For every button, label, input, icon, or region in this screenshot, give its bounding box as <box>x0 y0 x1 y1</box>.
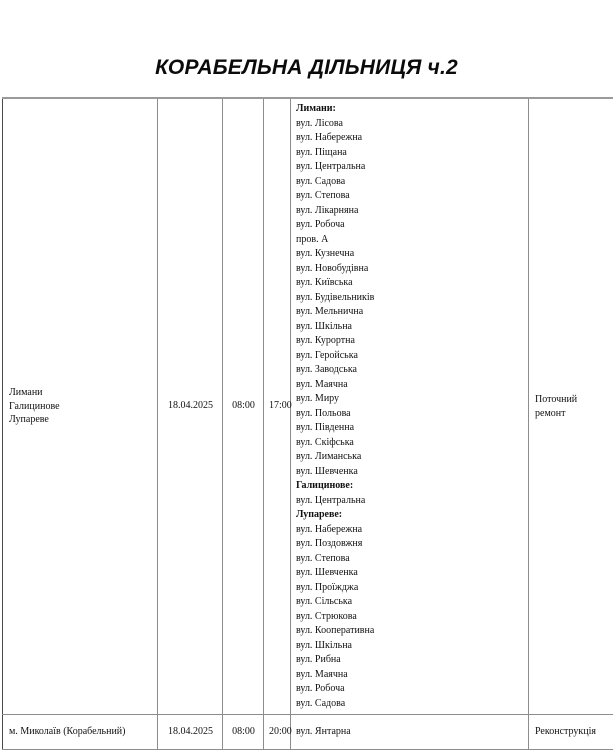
list-item: вул. Лісова <box>296 117 524 132</box>
streets-cell <box>291 715 529 750</box>
list-item: вул. Кузнечна <box>296 247 524 262</box>
list-item: вул. Лиманська <box>296 450 524 465</box>
reason-cell <box>529 715 613 750</box>
outage-table-body <box>3 98 613 750</box>
streets-cell <box>291 98 529 715</box>
locality-line: Лимани <box>9 386 153 400</box>
date-cell <box>158 715 223 750</box>
street-list <box>296 725 524 740</box>
from-cell <box>223 98 264 715</box>
street-list <box>296 102 524 711</box>
list-item: вул. Новобудівна <box>296 262 524 277</box>
list-item: вул. Лікарняна <box>296 204 524 219</box>
list-item: вул. Проїжджа <box>296 581 524 596</box>
list-item: вул. Курортна <box>296 334 524 349</box>
list-item: вул. Центральна <box>296 160 524 175</box>
street-group-heading: Галицинове: <box>296 479 524 494</box>
street-group-heading: Лимани: <box>296 102 524 117</box>
list-item: вул. Будівельників <box>296 291 524 306</box>
list-item: вул. Робоча <box>296 682 524 697</box>
list-item: вул. Сільська <box>296 595 524 610</box>
list-item: вул. Шкільна <box>296 639 524 654</box>
date-cell <box>158 98 223 715</box>
locality-line: Галицинове <box>9 400 153 414</box>
reason-line: Реконструкція <box>535 725 609 739</box>
list-item: вул. Рибна <box>296 653 524 668</box>
list-item: вул. Садова <box>296 175 524 190</box>
time-from-value: 08:00 <box>223 397 263 415</box>
list-item: вул. Робоча <box>296 218 524 233</box>
list-item: вул. Стрюкова <box>296 610 524 625</box>
list-item: вул. Піщана <box>296 146 524 161</box>
table-row <box>3 98 613 715</box>
list-item: вул. Набережна <box>296 523 524 538</box>
list-item: вул. Степова <box>296 552 524 567</box>
list-item: вул. Мельнична <box>296 305 524 320</box>
list-item: вул. Маячна <box>296 378 524 393</box>
list-item: вул. Миру <box>296 392 524 407</box>
list-item: вул. Набережна <box>296 131 524 146</box>
list-item: вул. Степова <box>296 189 524 204</box>
locality-cell <box>3 715 158 750</box>
list-item: вул. Центральна <box>296 494 524 509</box>
list-item: вул. Шевченка <box>296 566 524 581</box>
list-item: вул. Шкільна <box>296 320 524 335</box>
list-item: вул. Заводська <box>296 363 524 378</box>
time-to-value: 17:00 <box>264 397 290 415</box>
time-from-value: 08:00 <box>223 723 263 741</box>
list-item: вул. Кооперативна <box>296 624 524 639</box>
time-to-value: 20:00 <box>264 723 290 741</box>
page-title: КОРАБЕЛЬНА ДІЛЬНИЦЯ ч.2 <box>0 56 613 80</box>
to-cell <box>264 715 291 750</box>
street-group-heading: Лупареве: <box>296 508 524 523</box>
list-item: вул. Шевченка <box>296 465 524 480</box>
reason-cell <box>529 98 613 715</box>
locality-line: Лупареве <box>9 413 153 427</box>
to-cell <box>264 98 291 715</box>
locality-cell <box>3 98 158 715</box>
outage-schedule-table <box>2 97 613 750</box>
list-item: вул. Поздовжня <box>296 537 524 552</box>
list-item: вул. Янтарна <box>296 725 524 740</box>
list-item: вул. Польова <box>296 407 524 422</box>
list-item: вул. Скіфська <box>296 436 524 451</box>
list-item: вул. Маячна <box>296 668 524 683</box>
date-value: 18.04.2025 <box>158 723 222 741</box>
reason-line: ремонт <box>535 407 609 421</box>
from-cell <box>223 715 264 750</box>
list-item: вул. Садова <box>296 697 524 712</box>
list-item: вул. Південна <box>296 421 524 436</box>
table-row <box>3 715 613 750</box>
locality-line: м. Миколаїв (Корабельний) <box>9 725 153 739</box>
date-value: 18.04.2025 <box>158 397 222 415</box>
list-item: вул. Геройська <box>296 349 524 364</box>
reason-line: Поточний <box>535 393 609 407</box>
list-item: вул. Київська <box>296 276 524 291</box>
list-item: пров. А <box>296 233 524 248</box>
